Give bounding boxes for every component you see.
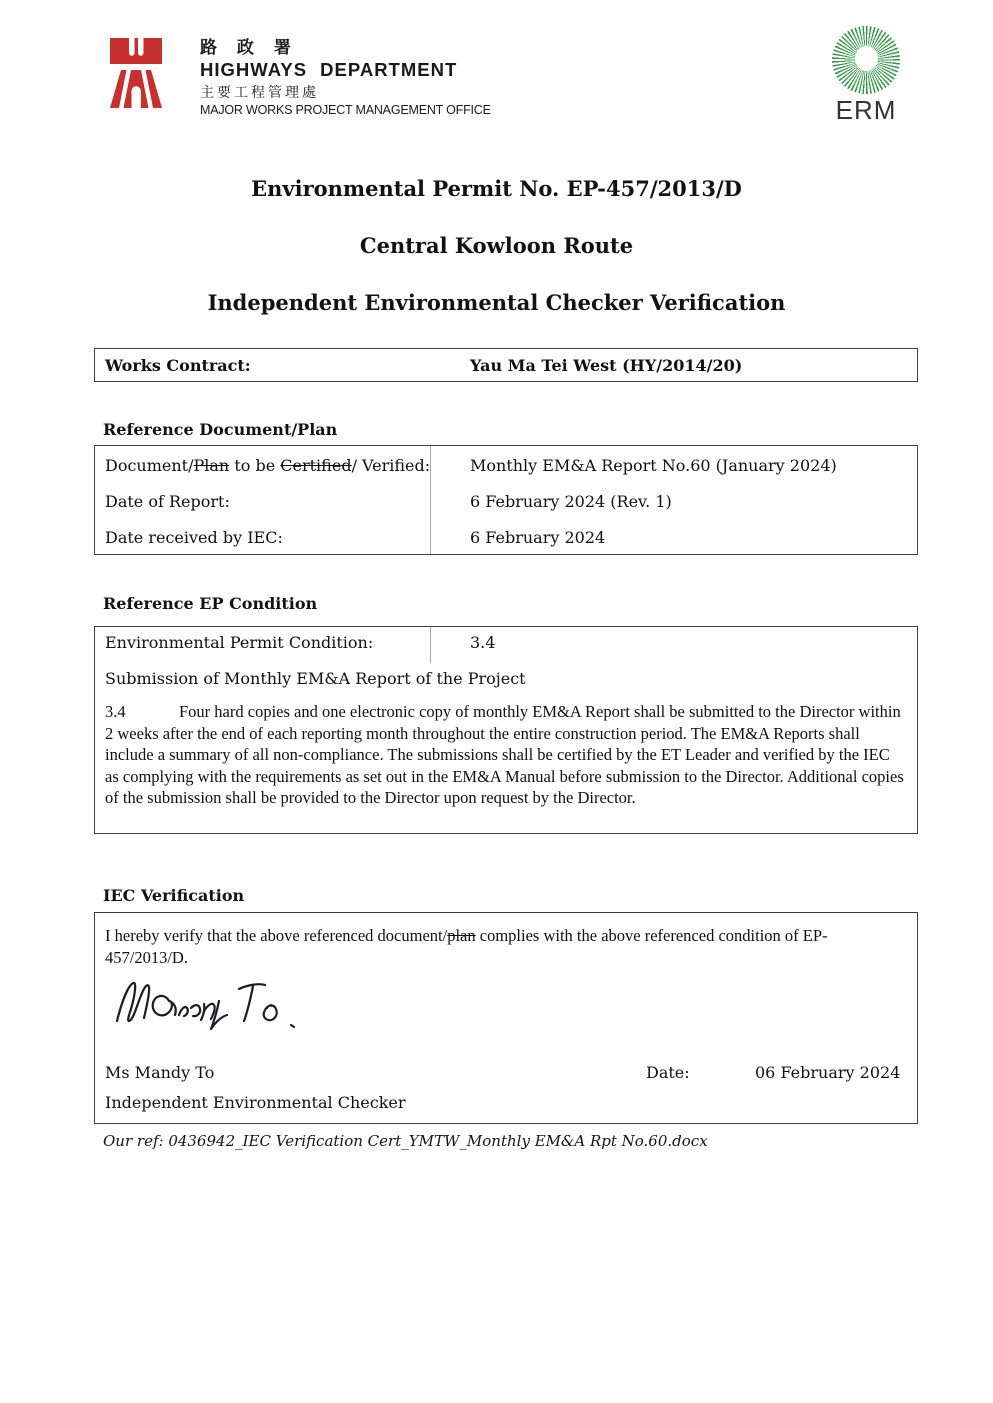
- project-title: Central Kowloon Route: [359, 233, 634, 258]
- label-suffix: / Verified:: [351, 456, 431, 475]
- verification-statement: [105, 925, 905, 968]
- date-label: Date:: [646, 1063, 690, 1082]
- signer-name: Ms Mandy To: [105, 1063, 215, 1082]
- works-contract-box: [94, 348, 918, 382]
- iec-verification-box: [94, 912, 918, 1124]
- erm-sunburst-icon: [832, 26, 900, 94]
- date-received-label: Date received by IEC:: [105, 528, 283, 547]
- clause-text: Four hard copies and one electronic copy of monthly EM&A Report shall be submitted to the Director within 2 weeks after the end of each reporting month throughout the entire construction period. The EM&A Reports shall include a summary of all non-compliance. The submissions shall be certified by the ET Leader and verified by the IEC as complying with the requirements as set out in the EM&A Manual before submission to the Director. Additional copies of the submission shall be provided to the Director upon request by the Director.: [105, 702, 904, 807]
- statement-suffix: complies with the above referenced condition of EP-457/2013/D.: [105, 926, 828, 967]
- signature-image: [111, 971, 301, 1040]
- works-contract-value: Yau Ma Tei West (HY/2014/20): [470, 355, 743, 375]
- label-struck-plan: Plan: [193, 456, 230, 475]
- erm-logo-label: ERM: [835, 95, 897, 125]
- date-received-value: 6 February 2024: [470, 528, 606, 547]
- date-of-report-row: [105, 492, 907, 511]
- department-chinese-name: 路 政 署: [200, 38, 298, 58]
- iec-verification-heading: IEC Verification: [103, 886, 245, 905]
- label-struck-certified: Certified: [280, 456, 352, 475]
- ep-condition-value: 3.4: [470, 633, 496, 652]
- highways-department-logo-icon: [110, 38, 162, 108]
- statement-struck-plan: plan: [447, 926, 476, 945]
- department-english-name: HIGHWAYS DEPARTMENT: [200, 59, 458, 80]
- date-received-row: [105, 528, 907, 547]
- statement-prefix: I hereby verify that the above referenced document/: [105, 926, 448, 945]
- our-ref-footer: Our ref: 0436942_IEC Verification Cert_YMTW_Monthly EM&A Rpt No.60.docx: [103, 1132, 708, 1150]
- reference-document-column-divider: [430, 446, 431, 554]
- department-header: [200, 40, 491, 116]
- reference-ep-heading: Reference EP Condition: [103, 594, 318, 613]
- office-english-name: MAJOR WORKS PROJECT MANAGEMENT OFFICE: [200, 102, 491, 117]
- date-value: 06 February 2024: [755, 1063, 901, 1082]
- reference-ep-box: [94, 626, 918, 834]
- ep-condition-clause: [105, 701, 907, 809]
- document-to-be-verified-value: Monthly EM&A Report No.60 (January 2024): [470, 456, 837, 475]
- document-to-be-verified-row: [105, 456, 907, 475]
- works-contract-label: Works Contract:: [105, 355, 251, 375]
- date-of-report-value: 6 February 2024 (Rev. 1): [470, 492, 672, 511]
- ep-condition-row: [105, 633, 907, 652]
- reference-document-box: [94, 445, 918, 555]
- document-type-title: Independent Environmental Checker Verification: [207, 290, 786, 315]
- reference-document-heading: Reference Document/Plan: [103, 420, 338, 439]
- erm-logo: [820, 26, 912, 126]
- ep-condition-subheading: Submission of Monthly EM&A Report of the Project: [105, 669, 526, 688]
- label-mid: to be: [229, 456, 281, 475]
- document-to-be-verified-label: [105, 456, 470, 475]
- reference-ep-column-divider: [430, 627, 431, 663]
- ep-condition-label: Environmental Permit Condition:: [105, 633, 374, 652]
- clause-number: 3.4: [105, 702, 126, 721]
- date-of-report-label: Date of Report:: [105, 492, 230, 511]
- signer-title: Independent Environmental Checker: [105, 1093, 406, 1112]
- label-prefix: Document/: [105, 456, 194, 475]
- office-chinese-name: 主要工程管理處: [200, 84, 319, 101]
- permit-number-title: Environmental Permit No. EP-457/2013/D: [251, 176, 742, 201]
